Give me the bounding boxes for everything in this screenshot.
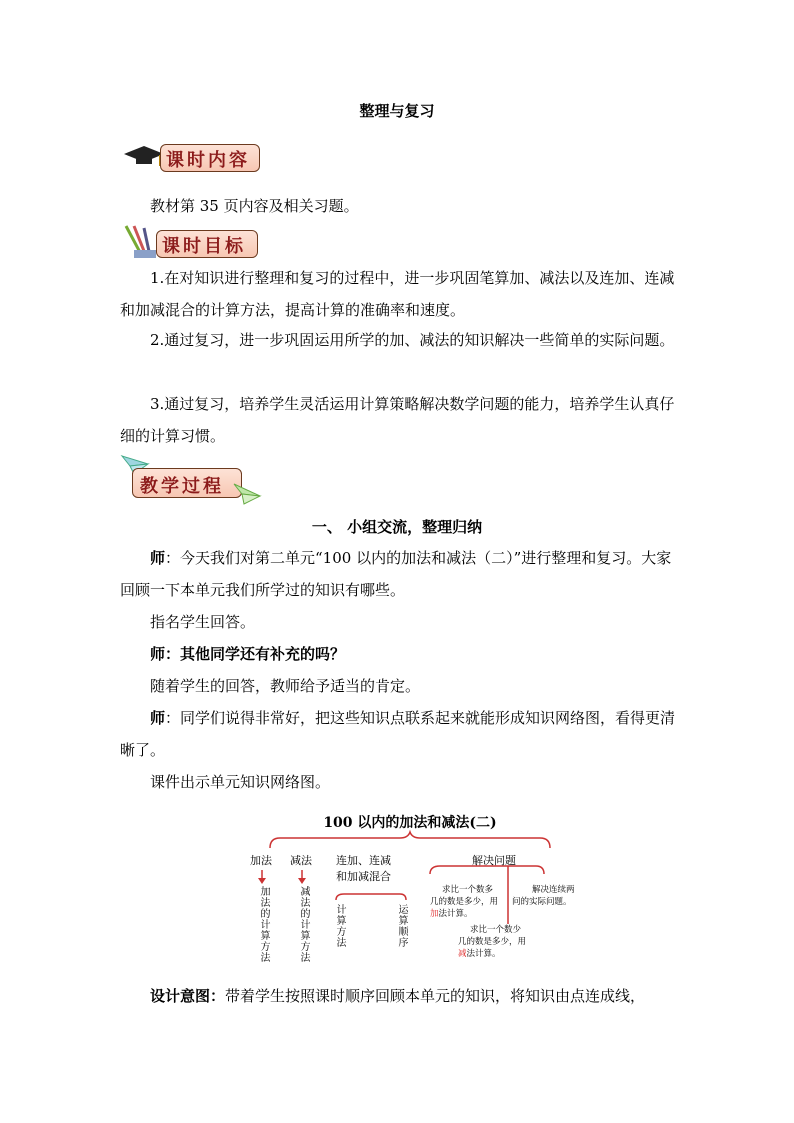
- node-subtraction: 减法: [290, 854, 312, 867]
- leaf-addition-method: 加法的计算方法: [258, 886, 269, 963]
- goal-3: 3.通过复习，培养学生灵活运用计算策略解决数学问题的能力，培养学生认真仔细的计算习惯。: [120, 395, 675, 445]
- process-text-1: ：今天我们对第二单元“100 以内的加法和减法（二）”进行整理和复习。大家回顾一下本单元我们所学过的知识有哪些。: [120, 549, 672, 599]
- solve-less-than: [458, 924, 526, 960]
- process-paragraph-5: [120, 702, 680, 766]
- design-intent-text: 带着学生按照课时顺序回顾本单元的知识，将知识由点连成线，: [225, 987, 646, 1005]
- leaf-operation-order: 运算顺序: [396, 904, 407, 948]
- banner-lesson-goals: [120, 224, 270, 258]
- solve-more-line-3-text: 法计算。: [438, 909, 473, 919]
- solve-more-line-3: [430, 908, 498, 920]
- teacher-label: 师: [150, 549, 166, 567]
- solve-less-line-2: 几的数是多少，用: [458, 937, 527, 947]
- design-intent: [150, 980, 710, 1012]
- solve-more-line-1: 求比一个数多: [442, 885, 494, 895]
- node-addition: 加法: [250, 854, 272, 867]
- process-paragraph-3: 师：其他同学还有补充的吗？: [150, 645, 346, 663]
- solve-more-than: [430, 884, 498, 920]
- add-highlight: 加: [430, 909, 439, 919]
- solve-less-line-3-text: 法计算。: [466, 949, 501, 959]
- process-paragraph-1: [120, 542, 680, 606]
- banner-lesson-content-label: 课时内容: [166, 150, 250, 171]
- goal-1: 1.在对知识进行整理和复习的过程中，进一步巩固笔算加、减法以及连加、连减和加减混合的计算方法，提高计算的准确率和速度。: [120, 269, 675, 319]
- banner-teaching-process-label: 教学过程: [140, 476, 224, 497]
- banner-lesson-goals-label: 课时目标: [162, 236, 246, 257]
- page-title: 整理与复习: [359, 102, 435, 120]
- node-mixed-line-2: 和加减混合: [336, 870, 391, 883]
- brushes-icon: [120, 224, 160, 260]
- solve-less-line-1: 求比一个数少: [470, 925, 522, 935]
- banner-teaching-process: [120, 452, 270, 508]
- knowledge-network-diagram: [240, 808, 580, 970]
- process-paragraph-6: 课件出示单元知识网络图。: [150, 773, 331, 791]
- solve-less-line-3: [458, 948, 526, 960]
- process-paragraph-2: 指名学生回答。: [150, 613, 256, 631]
- leaf-subtraction-method: 减法的计算方法: [298, 886, 309, 963]
- process-paragraph-4: 随着学生的回答，教师给予适当的肯定。: [150, 677, 421, 695]
- banner-lesson-content: [120, 140, 270, 174]
- node-solve-problems: 解决问题: [472, 854, 516, 867]
- process-text-5: ：同学们说得非常好，把这些知识点联系起来就能形成知识网络图，看得更清晰了。: [120, 709, 676, 759]
- sub-highlight: 减: [458, 949, 467, 959]
- node-mixed-line-1: 连加、连减: [336, 854, 391, 867]
- design-intent-label: 设计意图：: [150, 987, 226, 1005]
- solve-more-line-2: 几的数是多少，用: [430, 897, 499, 907]
- solve-two-step: [512, 884, 575, 908]
- section-heading: 一、 小组交流，整理归纳: [311, 518, 483, 536]
- teacher-label: 师: [150, 709, 166, 727]
- goal-2: 2.通过复习，进一步巩固运用所学的加、减法的知识解决一些简单的实际问题。: [150, 331, 675, 349]
- content-text: 教材第 35 页内容及相关习题。: [150, 197, 359, 215]
- diagram-title: 100 以内的加法和减法(二): [323, 815, 497, 831]
- solve-two-step-line-1: 解决连续两: [532, 885, 575, 895]
- paper-plane-icon: [232, 480, 262, 506]
- leaf-calculation-method: 计算方法: [334, 904, 345, 948]
- solve-two-step-line-2: 问的实际问题。: [512, 897, 572, 907]
